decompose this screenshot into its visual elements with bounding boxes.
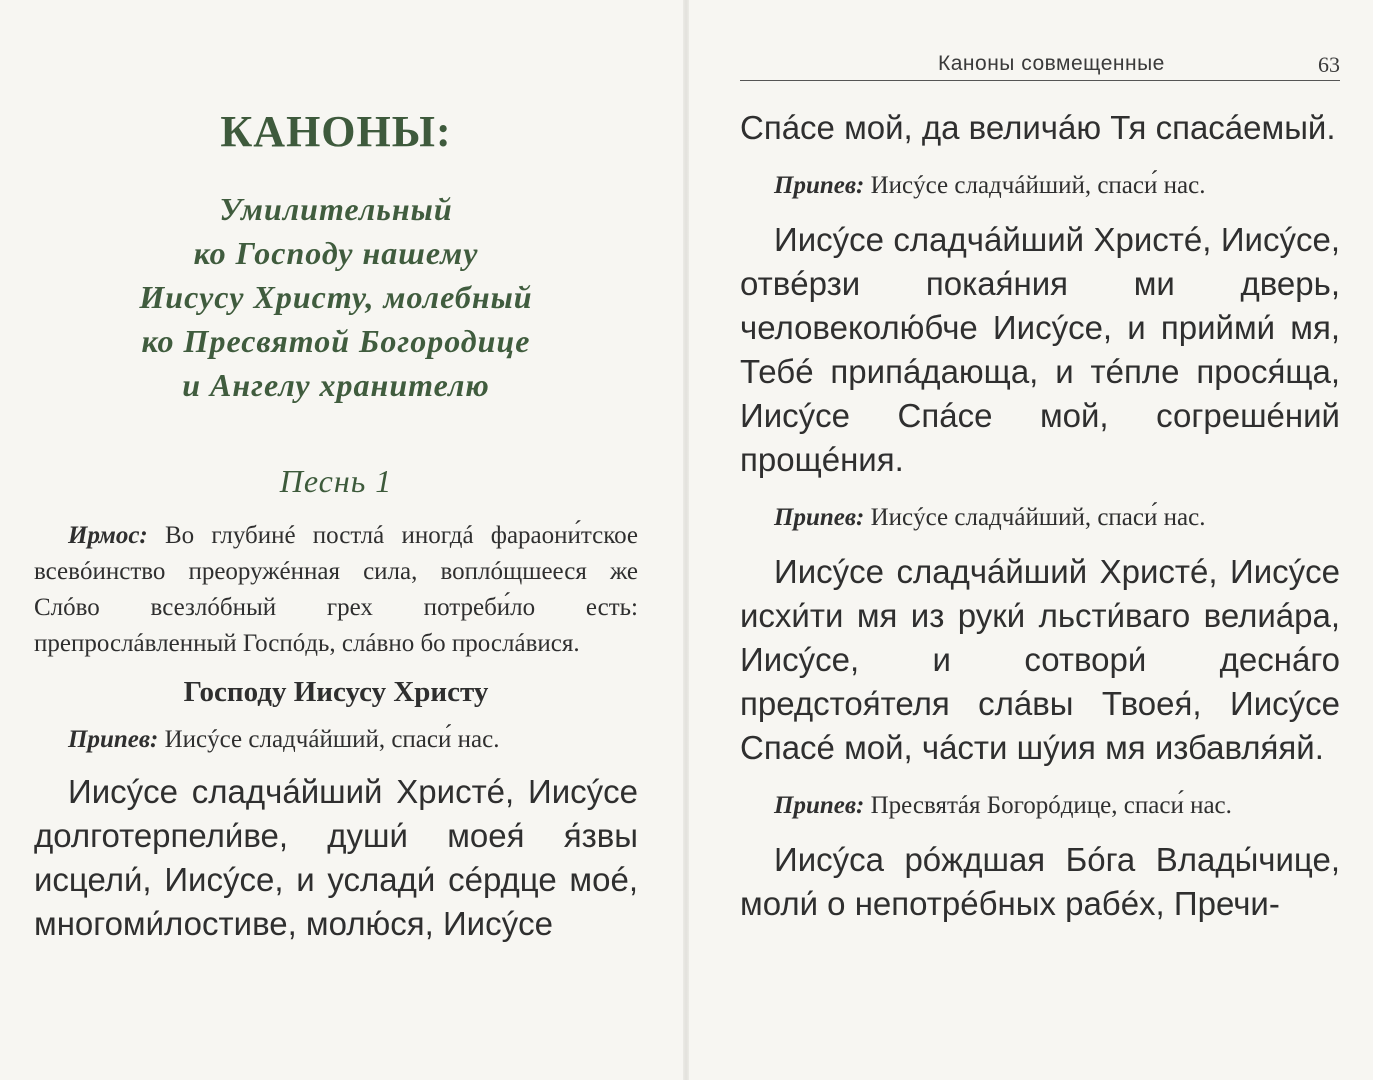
refrain-line <box>34 722 638 758</box>
left-page <box>0 0 686 1080</box>
subtitle-line: ко Пресвятой Богородице <box>141 323 531 359</box>
refrain-text: Иисýсе сладчáйший, спаси́ нас. <box>870 172 1206 199</box>
irmos-paragraph <box>34 518 638 662</box>
refrain-label: Припев: <box>68 726 159 753</box>
subtitle-line: Умилительный <box>219 191 453 227</box>
refrain-label: Припев: <box>774 172 865 199</box>
canon-subtitle <box>34 187 638 407</box>
troparion-text: Иисýсе сладчáйший Христé, Иисýсе, отвéрзи покая́ния ми дверь, человеколю́бче Иисýсе, и прийми́ мя, Тебé припáдающа, и тéпле прося́ща, Иисýсе Спáсе мой, согрешéний прощéния. <box>740 221 1340 478</box>
right-page <box>686 0 1373 1080</box>
refrain-line <box>740 168 1340 204</box>
irmos-text: Во глубинé постлá иногдá фараони́тское всевóинство преоружéнная сила, воплóщшееся же Слóво всезлóбный грех потреби́ло есть: препрослáвленный Госпóдь, слáвно бо прослáвися. <box>34 522 639 657</box>
running-head <box>740 0 1340 80</box>
troparion-text: Иисýса рóждшая Бóга Влады́чице, моли́ о непотрéбных рабéх, Пречи- <box>740 841 1340 922</box>
troparion-text: Иисýсе сладчáйший Христé, Иисýсе долготерпели́ве, души́ моея́ я́звы исцели́, Иисýсе, и услади́ сéрдце моé, многоми́лостиве, молю́ся, Иисýсе <box>34 773 638 942</box>
refrain-label: Припев: <box>774 792 865 819</box>
page-title: КАНОНЫ: <box>220 107 452 156</box>
running-head-title: Каноны совмещенные <box>938 52 1165 75</box>
section-heading: Господу Иисусу Христу <box>183 676 489 708</box>
refrain-line <box>740 500 1340 536</box>
refrain-text: Иисýсе сладчáйший, спаси́ нас. <box>164 726 500 753</box>
irmos-label: Ирмос: <box>68 522 148 549</box>
refrain-text: Иисýсе сладчáйший, спаси́ нас. <box>870 504 1206 531</box>
subtitle-line: и Ангелу хранителю <box>182 367 490 403</box>
refrain-line <box>740 788 1340 824</box>
refrain-text: Пресвятáя Богорóдице, спаси́ нас. <box>870 792 1232 819</box>
refrain-label: Припев: <box>774 504 865 531</box>
troparion-text: Иисýсе сладчáйший Христé, Иисýсе исхи́ти мя из руки́ льсти́ваго велиáра, Иисýсе, и сотвори́ деснáго предстоя́теля слáвы Твоея́, Иисýсе Спасé мой, чáсти шýия мя избавля́яй. <box>740 553 1340 766</box>
page-number: 63 <box>1318 52 1340 77</box>
continuation-text: Спáсе мой, да величáю Тя спасáемый. <box>740 109 1336 146</box>
header-rule <box>740 80 1340 81</box>
ode-title: Песнь 1 <box>279 463 393 499</box>
subtitle-line: Иисусу Христу, молебный <box>139 279 533 315</box>
subtitle-line: ко Господу нашему <box>193 235 479 271</box>
